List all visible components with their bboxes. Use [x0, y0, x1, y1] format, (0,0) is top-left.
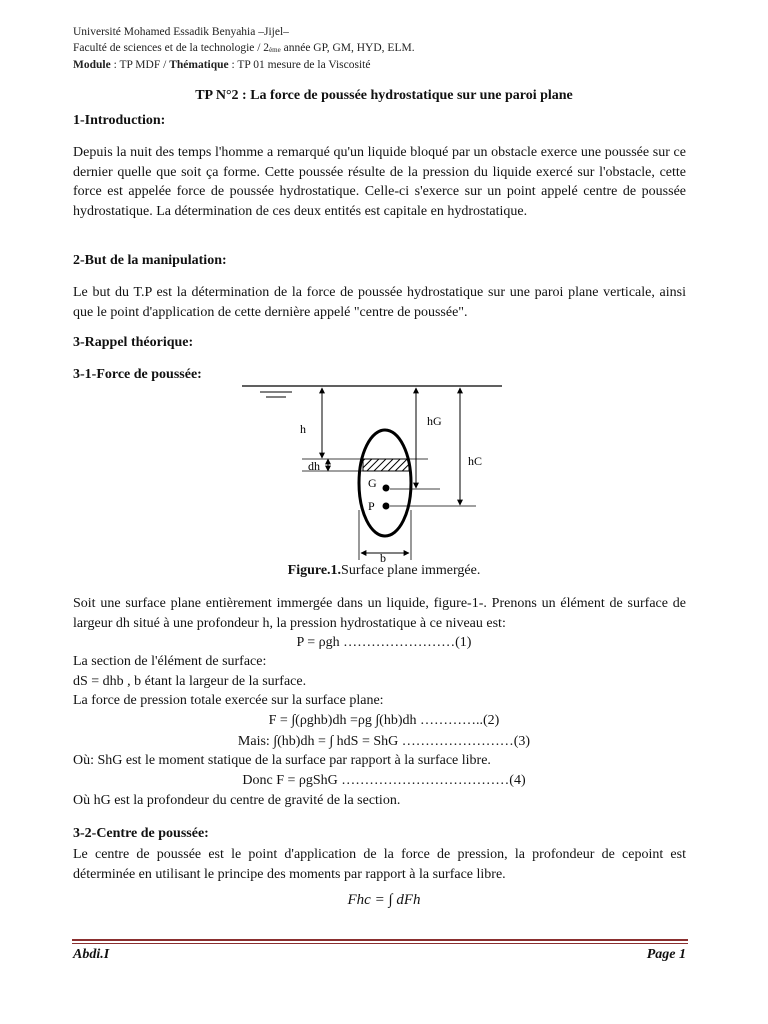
free-surface	[242, 386, 502, 397]
label-b: b	[380, 551, 386, 564]
but-paragraph: Le but du T.P est la détermination de la force de poussée hydrostatique sur une paroi plane verticale, ainsi que le point d'application de cette dernière appelé "centre de poussée".	[73, 285, 686, 320]
body-line-static-moment: Où: ShG est le moment statique de la surface par rapport à la surface libre.	[73, 753, 491, 768]
but-heading: 2-But de la manipulation:	[73, 253, 227, 268]
centre-paragraph: Le centre de poussée est le point d'application de la force de pression, la profondeur de cepoint est déterminée en utilisant le principe des moments par rapport à la surface libre.	[73, 847, 686, 882]
equation-4: Donc F = ρgShG ………………………………(4)	[242, 773, 526, 788]
equation-2: F = ∫(ρghb)dh =ρg ∫(hb)dh …………..(2)	[268, 713, 500, 728]
label-hC: hC	[468, 454, 483, 468]
page-title: TP N°2 : La force de poussée hydrostatique sur une paroi plane	[195, 88, 573, 103]
equation-5: Fhc = ∫ dFh	[347, 892, 421, 908]
theme-value: : TP 01 mesure de la Viscosité	[228, 59, 371, 71]
intro-heading: 1-Introduction:	[73, 113, 166, 128]
centre-heading: 3-2-Centre de poussée:	[73, 826, 209, 841]
label-P: P	[368, 499, 375, 513]
module-label: Module	[73, 59, 111, 71]
rappel-heading: 3-Rappel théorique:	[73, 335, 194, 350]
immersed-surface-figure	[240, 378, 520, 564]
document-header	[73, 24, 415, 73]
footer-page-number: Page 1	[646, 947, 686, 962]
figure-caption	[0, 563, 768, 579]
faculty-text: Faculté de sciences et de la technologie / 2	[73, 42, 270, 54]
footer-rule	[72, 939, 688, 941]
intro-paragraph: Depuis la nuit des temps l'homme a remarqué qu'un liquide bloqué par un obstacle exerce une poussée sur ce dernier quelle que soit ça forme. Cette poussée résulte de la pression du liquide exercé sur l'obstacle, cette force est appelée force de poussée hydrostatique. Celle-ci s'exerce sur un point appelé centre de poussée hydrostatique. La détermination de ces deux entités est capitale en hydrostatique.	[73, 145, 686, 219]
centre-of-pressure-point	[383, 503, 390, 510]
faculty-superscript: ème	[269, 46, 281, 54]
label-dh: dh	[308, 459, 320, 473]
module-line	[73, 57, 415, 73]
centroid-point	[383, 485, 390, 492]
body-line-hG: Où hG est la profondeur du centre de gravité de la section.	[73, 793, 401, 808]
body-paragraph-1: Soit une surface plane entièrement immergée dans un liquide, figure-1-. Prenons un élément de surface de largeur dh situé à une profondeur h, la pression hydrostatique à ce niveau est:	[73, 596, 686, 631]
plane-surface-outline	[359, 430, 411, 536]
footer-rule-thin	[72, 943, 688, 944]
equation-3: Mais: ∫(hb)dh = ∫ hdS = ShG ……………………(3)	[237, 734, 531, 749]
footer-author: Abdi.I	[73, 947, 110, 962]
element-strip	[363, 459, 409, 471]
theme-label: Thématique	[169, 59, 229, 71]
body-line-ds: dS = dhb , b étant la largeur de la surface.	[73, 674, 307, 689]
figure-caption-text: Surface plane immergée.	[341, 563, 481, 578]
label-hG: hG	[427, 414, 442, 428]
faculty-year: année GP, GM, HYD, ELM.	[280, 42, 415, 54]
body-line-total-force: La force de pression totale exercée sur la surface plane:	[73, 693, 384, 708]
equation-1: P = ρgh ……………………(1)	[296, 635, 472, 650]
faculty-line	[73, 40, 415, 57]
body-line-section: La section de l'élément de surface:	[73, 654, 267, 669]
university-line: Université Mohamed Essadik Benyahia –Jijel–	[73, 26, 289, 38]
module-value: : TP MDF /	[110, 59, 170, 71]
force-heading: 3-1-Force de poussée:	[73, 367, 202, 382]
figure-caption-label: Figure.1.	[287, 563, 342, 578]
label-h: h	[300, 422, 306, 436]
label-G: G	[368, 476, 377, 490]
